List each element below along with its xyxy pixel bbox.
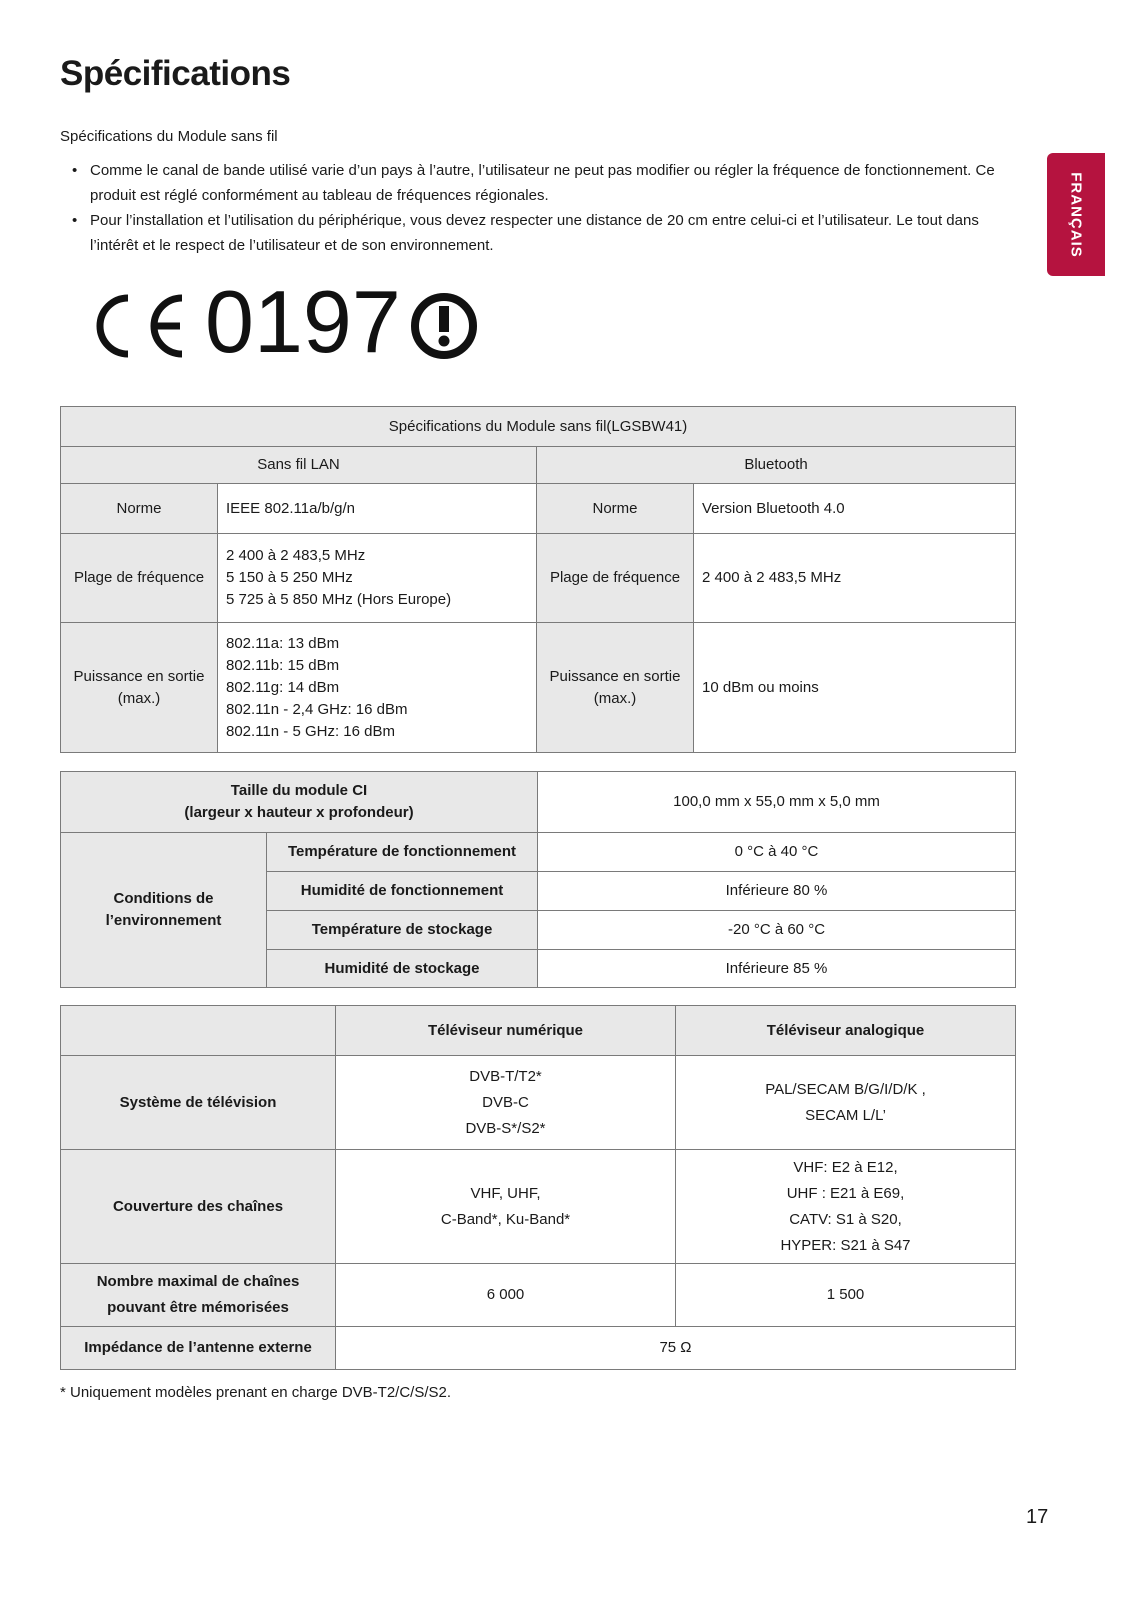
- module-specs-table: [60, 771, 1016, 988]
- table-row: [61, 484, 1016, 534]
- language-tab-label: FRANÇAIS: [1067, 171, 1085, 258]
- row-value: Inférieure 85 %: [538, 950, 1016, 988]
- column-header-digital: Téléviseur numérique: [336, 1006, 676, 1056]
- row-value: 2 400 à 2 483,5 MHz 5 150 à 5 250 MHz 5 725 à 5 850 MHz (Hors Europe): [218, 534, 537, 623]
- row-label: Humidité de fonctionnement: [267, 872, 538, 911]
- row-label: Plage de fréquence: [537, 534, 694, 623]
- table-row: [61, 1056, 1016, 1150]
- environment-label: Conditions de l’environnement: [61, 833, 267, 988]
- row-value: 1 500: [676, 1264, 1016, 1327]
- table-row: [61, 833, 1016, 872]
- row-label: Humidité de stockage: [267, 950, 538, 988]
- row-label: Puissance en sortie (max.): [61, 623, 218, 753]
- wireless-specs-table: [60, 406, 1016, 753]
- row-value: Version Bluetooth 4.0: [694, 484, 1016, 534]
- footnote: * Uniquement modèles prenant en charge DVB-T2/C/S/S2.: [60, 1384, 452, 1401]
- row-label: Puissance en sortie (max.): [537, 623, 694, 753]
- tv-specs-table: [60, 1005, 1016, 1370]
- empty-header-cell: [61, 1006, 336, 1056]
- page-title: Spécifications: [60, 54, 291, 93]
- row-value: VHF: E2 à E12, UHF : E21 à E69, CATV: S1 à S20, HYPER: S21 à S47: [676, 1150, 1016, 1264]
- row-value: Inférieure 80 %: [538, 872, 1016, 911]
- row-label: Température de fonctionnement: [267, 833, 538, 872]
- row-label: Taille du module CI (largeur x hauteur x profondeur): [61, 772, 538, 833]
- row-label: Impédance de l’antenne externe: [61, 1327, 336, 1370]
- alert-circle-icon: [408, 290, 480, 362]
- row-value: DVB-T/T2* DVB-C DVB-S*/S2*: [336, 1056, 676, 1150]
- row-value: IEEE 802.11a/b/g/n: [218, 484, 537, 534]
- row-value: 6 000: [336, 1264, 676, 1327]
- language-tab: [1047, 153, 1105, 276]
- ce-notified-body-number: 0197: [205, 272, 401, 371]
- note-item: • Pour l’installation et l’utilisation du périphérique, vous devez respecter une distance de 20 cm entre celui-ci et l’utilisateur. Le tout dans l’intérêt et le respect de l’utilisateur et de son environnement.: [72, 208, 1020, 258]
- row-value: 802.11a: 13 dBm 802.11b: 15 dBm 802.11g: 14 dBm 802.11n - 2,4 GHz: 16 dBm 802.11n - 5 GHz: 16 dBm: [218, 623, 537, 753]
- table-row: [61, 534, 1016, 623]
- row-label: Couverture des chaînes: [61, 1150, 336, 1264]
- row-label: Nombre maximal de chaînes pouvant être mémorisées: [61, 1264, 336, 1327]
- row-label: Norme: [537, 484, 694, 534]
- table-row: [61, 772, 1016, 833]
- row-value: 10 dBm ou moins: [694, 623, 1016, 753]
- table-row: [61, 1327, 1016, 1370]
- row-value: PAL/SECAM B/G/I/D/K , SECAM L/L’: [676, 1056, 1016, 1150]
- row-label: Plage de fréquence: [61, 534, 218, 623]
- row-value: 0 °C à 40 °C: [538, 833, 1016, 872]
- row-label: Système de télévision: [61, 1056, 336, 1150]
- note-item: • Comme le canal de bande utilisé varie d’un pays à l’autre, l’utilisateur ne peut pas modifier ou régler la fréquence de fonctionnement. Ce produit est réglé conformément au tableau de fréquences régionales.: [72, 158, 1020, 208]
- column-header-analog: Téléviseur analogique: [676, 1006, 1016, 1056]
- table-row: [61, 623, 1016, 753]
- row-value: 2 400 à 2 483,5 MHz: [694, 534, 1016, 623]
- table-title: Spécifications du Module sans fil(LGSBW41): [61, 407, 1016, 447]
- notes-list: [72, 158, 1020, 258]
- column-header-bluetooth: Bluetooth: [537, 447, 1016, 484]
- section-subtitle: Spécifications du Module sans fil: [60, 128, 278, 145]
- row-value: 100,0 mm x 55,0 mm x 5,0 mm: [538, 772, 1016, 833]
- table-row: [61, 1264, 1016, 1327]
- row-label: Température de stockage: [267, 911, 538, 950]
- table-row: [61, 1150, 1016, 1264]
- column-header-wlan: Sans fil LAN: [61, 447, 537, 484]
- row-value: VHF, UHF, C-Band*, Ku-Band*: [336, 1150, 676, 1264]
- row-value: 75 Ω: [336, 1327, 1016, 1370]
- row-label: Norme: [61, 484, 218, 534]
- row-value: -20 °C à 60 °C: [538, 911, 1016, 950]
- page-number: 17: [1026, 1506, 1049, 1528]
